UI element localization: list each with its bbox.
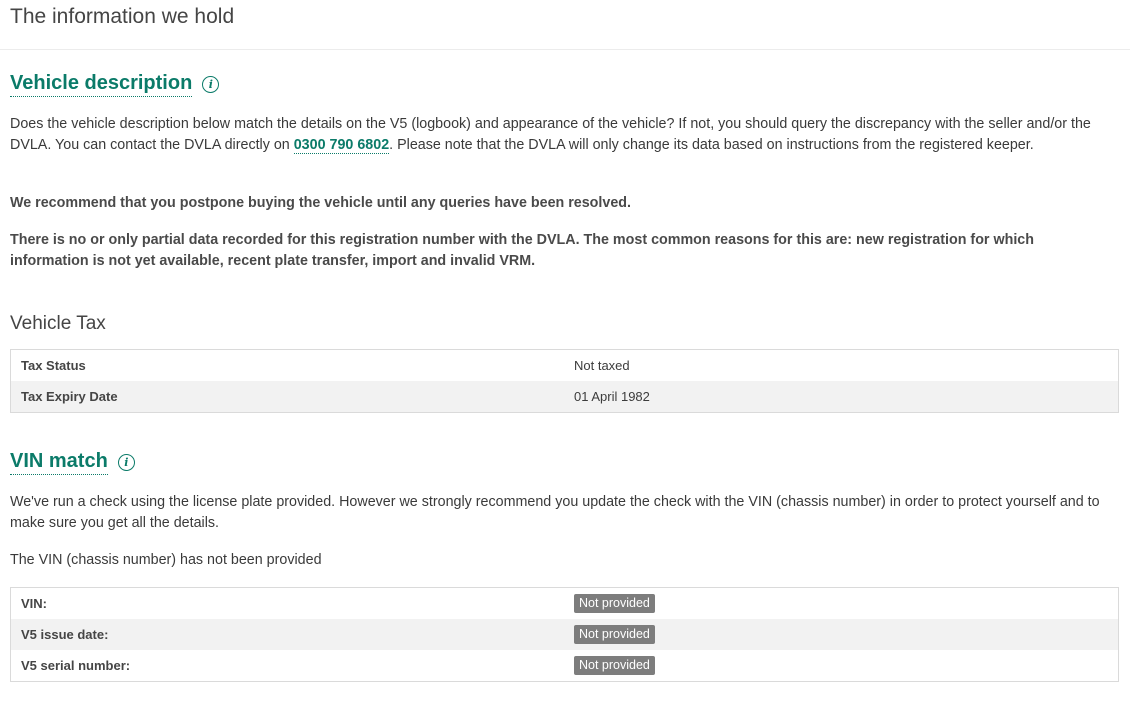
table-row xyxy=(11,650,1119,682)
status-badge: Not provided xyxy=(574,625,655,644)
table-row xyxy=(11,619,1119,650)
vin-match-heading xyxy=(10,450,135,475)
status-badge: Not provided xyxy=(574,594,655,613)
info-icon[interactable]: i xyxy=(118,454,135,471)
dvla-phone-link[interactable]: 0300 790 6802 xyxy=(293,137,390,153)
table-row xyxy=(11,350,1119,382)
tax-status-label: Tax Status xyxy=(21,358,86,373)
vin-table xyxy=(10,587,1119,682)
vehicle-description-text xyxy=(10,114,1110,156)
v5-issue-date-label: V5 issue date: xyxy=(11,619,565,650)
vin-match-title[interactable]: VIN match xyxy=(10,450,108,475)
vehicle-description-heading xyxy=(10,72,219,97)
vehicle-description-title[interactable]: Vehicle description xyxy=(10,72,192,97)
vin-label: VIN: xyxy=(21,596,47,611)
tax-expiry-value: 01 April 1982 xyxy=(564,381,1119,413)
page-title: The information we hold xyxy=(10,5,235,28)
vehicle-description-text-start: Does the vehicle description below match the details on the V5 (logbook) and appearance of the vehicle? If not, you should query the discrepancy with the seller and/or the DVLA. You can contact the DVLA directly on xyxy=(10,116,1091,153)
table-row xyxy=(11,381,1119,413)
status-badge: Not provided xyxy=(574,656,655,675)
vehicle-tax-heading: Vehicle Tax xyxy=(10,313,106,334)
vin-match-text: We've run a check using the license plate provided. However we strongly recommend you update the check with the VIN (chassis number) in order to protect yourself and to make sure you get all the details. xyxy=(10,494,1100,531)
recommendation-text: We recommend that you postpone buying the vehicle until any queries have been resolved. xyxy=(10,195,632,211)
info-icon[interactable]: i xyxy=(202,76,219,93)
table-row xyxy=(11,588,1119,620)
vin-not-provided-text: The VIN (chassis number) has not been provided xyxy=(10,552,322,568)
tax-status-value: Not taxed xyxy=(574,358,630,373)
tax-expiry-label: Tax Expiry Date xyxy=(11,381,565,413)
vehicle-description-text-end: . Please note that the DVLA will only change its data based on instructions from the registered keeper. xyxy=(389,137,1034,153)
vehicle-tax-table xyxy=(10,349,1119,413)
v5-serial-number-label: V5 serial number: xyxy=(21,658,131,673)
divider xyxy=(0,49,1130,50)
partial-data-text: There is no or only partial data recorded for this registration number with the DVLA. The most common reasons for this are: new registration for which information is not yet available, recent plate transfer, import and invalid VRM. xyxy=(10,232,1034,269)
